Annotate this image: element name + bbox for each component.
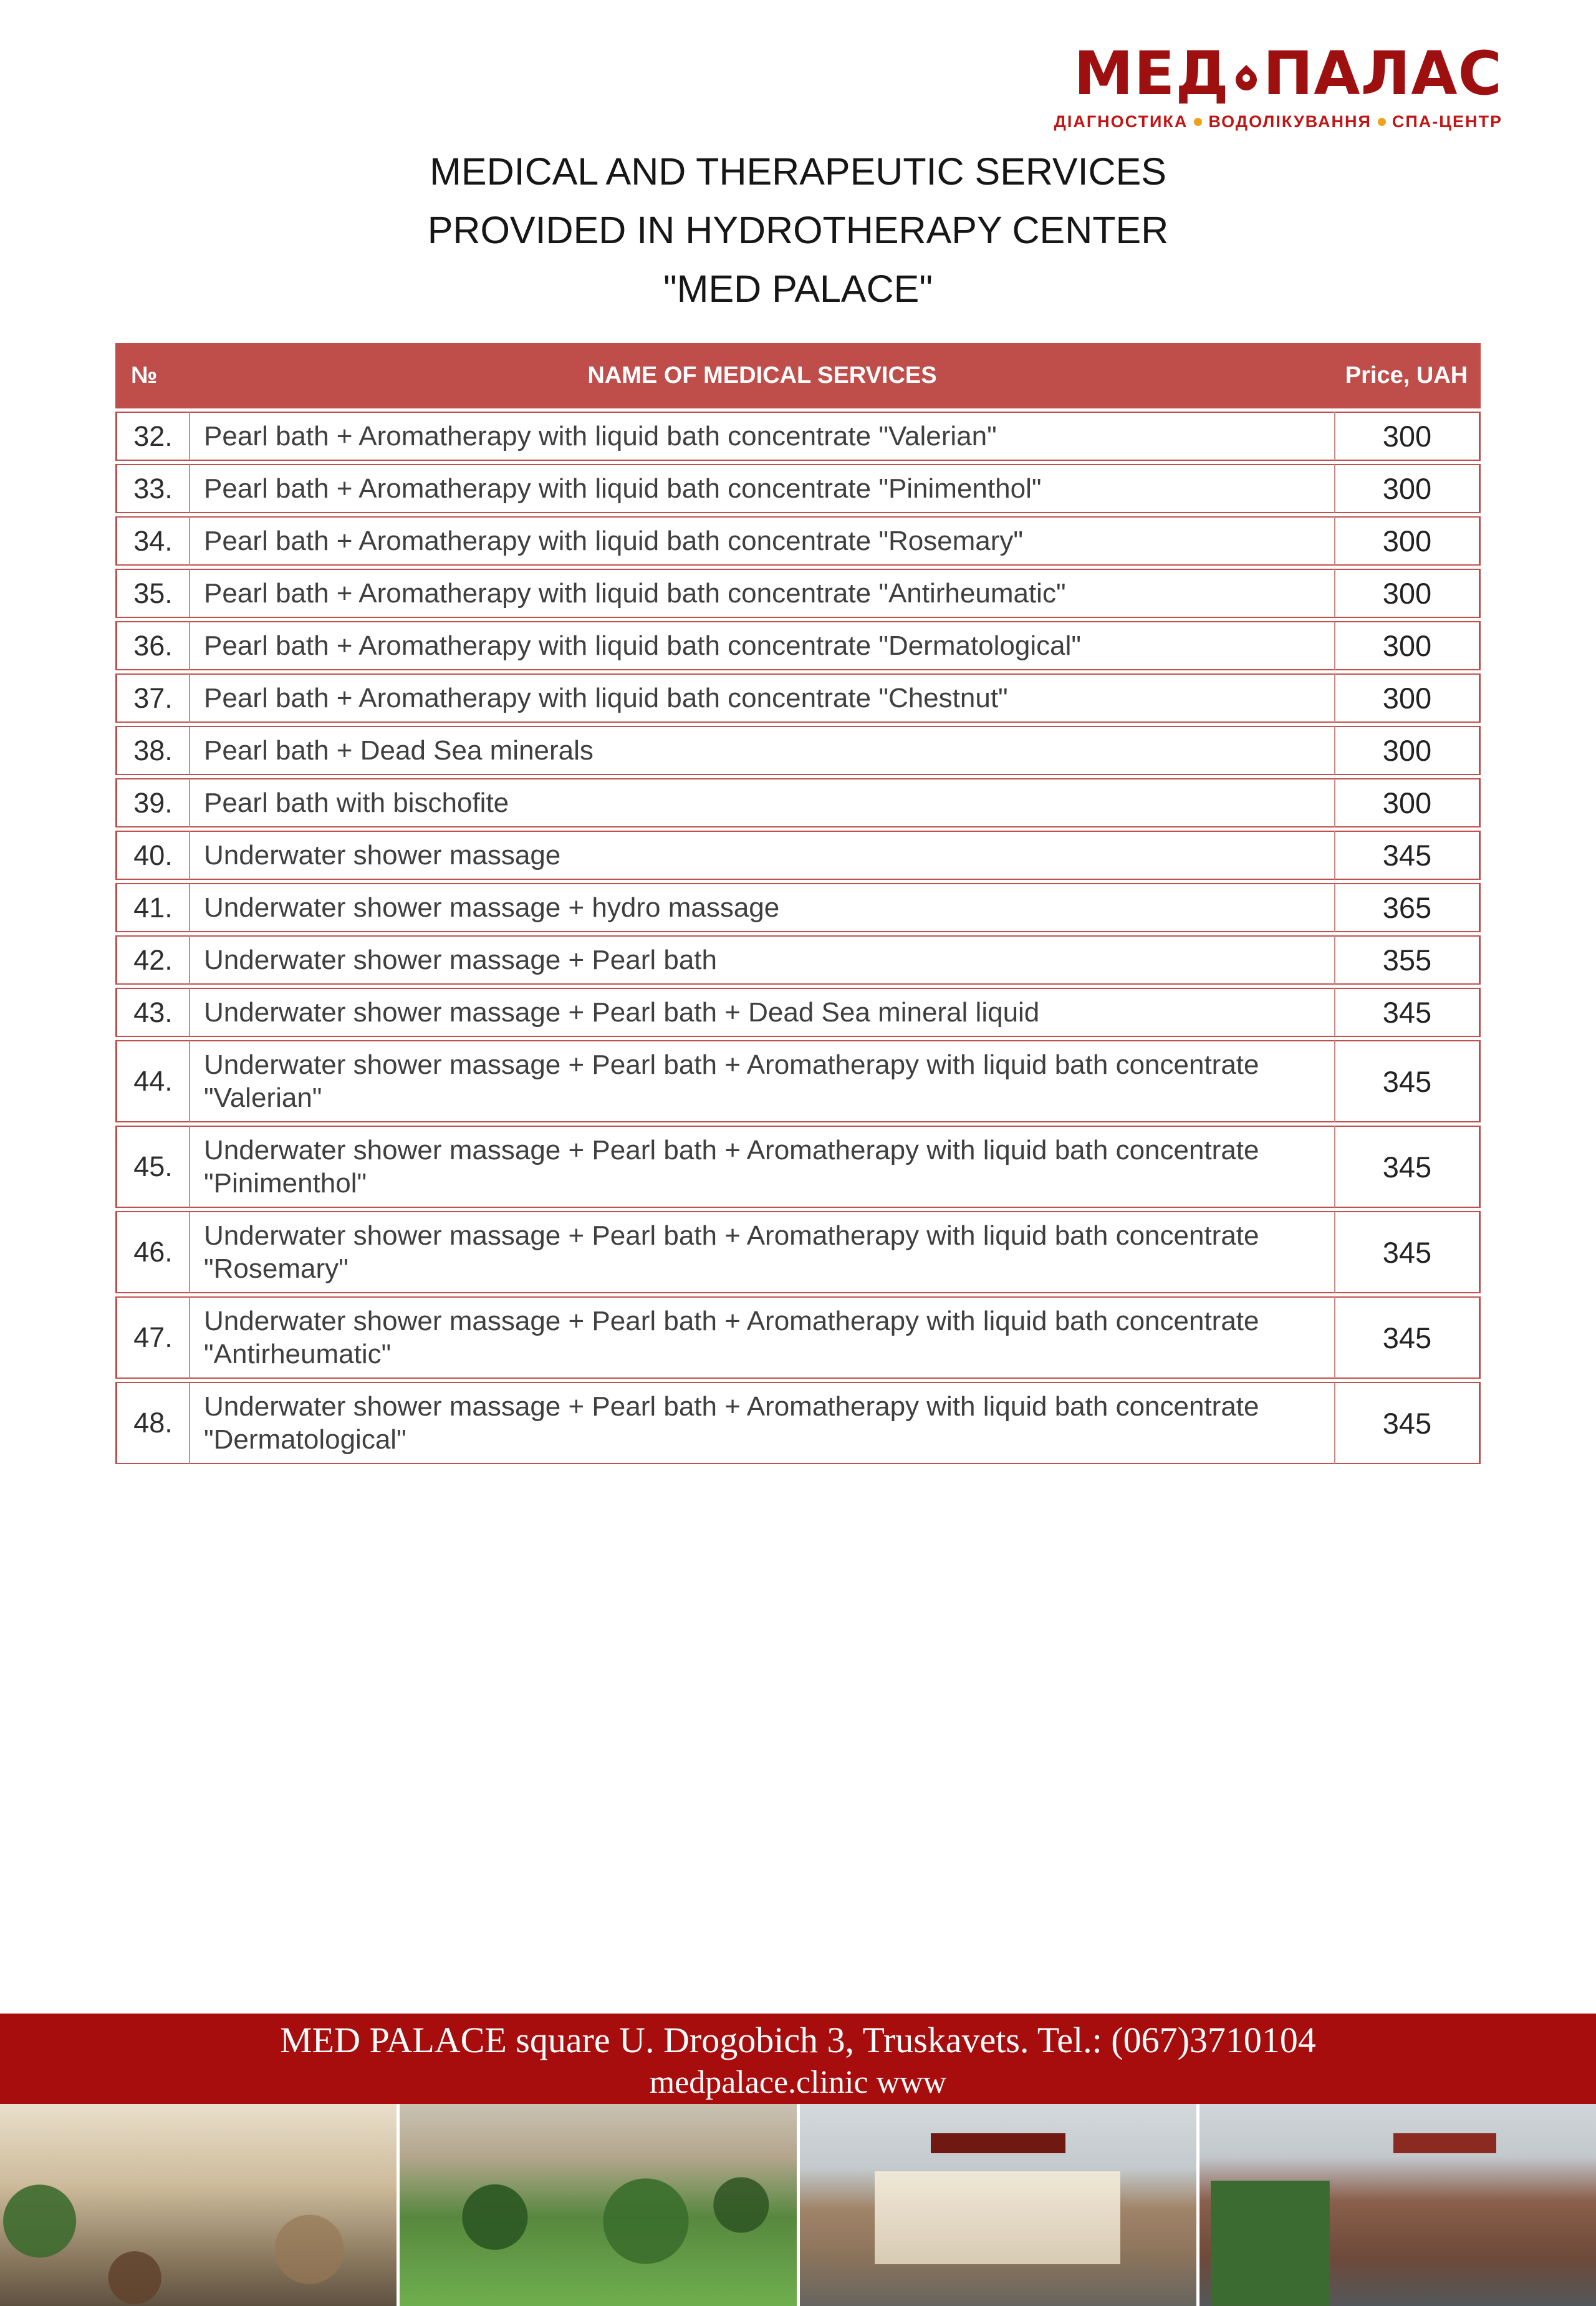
table-row (115, 621, 1481, 670)
table-row (115, 831, 1481, 880)
service-number: 37. (115, 673, 190, 723)
service-name: Pearl bath + Aromatherapy with liquid bath concentrate "Rosemary" (190, 516, 1334, 566)
service-name: Underwater shower massage + Pearl bath + Aromatherapy with liquid bath concentrate "Pinimenthol" (190, 1126, 1334, 1208)
service-price: 345 (1334, 1211, 1481, 1293)
service-name: Underwater shower massage + hydro massage (190, 883, 1334, 932)
footer-address: MED PALACE square U. Drogobich 3, Truskavets. Tel.: (067)3710104 (280, 2020, 1316, 2060)
services-table-header (115, 343, 1481, 408)
footer-band (0, 2014, 1596, 2104)
service-price: 300 (1334, 464, 1481, 513)
service-name: Pearl bath + Aromatherapy with liquid bath concentrate "Pinimenthol" (190, 464, 1334, 513)
tagline-hydrotherapy: ВОДОЛІКУВАННЯ (1208, 112, 1372, 131)
table-row (115, 1382, 1481, 1464)
table-row (115, 1040, 1481, 1122)
table-row (115, 464, 1481, 513)
table-row (115, 516, 1481, 566)
service-price: 300 (1334, 726, 1481, 775)
service-number: 46. (115, 1211, 190, 1293)
service-name: Underwater shower massage + Pearl bath + Aromatherapy with liquid bath concentrate "Rosemary" (190, 1211, 1334, 1293)
service-name: Pearl bath + Aromatherapy with liquid bath concentrate "Chestnut" (190, 673, 1334, 723)
service-number: 33. (115, 464, 190, 513)
water-drop-icon (1231, 65, 1261, 95)
service-name: Pearl bath + Aromatherapy with liquid bath concentrate "Antirheumatic" (190, 569, 1334, 618)
service-price: 300 (1334, 621, 1481, 670)
service-name: Pearl bath + Aromatherapy with liquid bath concentrate "Dermatological" (190, 621, 1334, 670)
page-title-line-1: MEDICAL AND THERAPEUTIC SERVICES (430, 150, 1166, 193)
service-price: 365 (1334, 883, 1481, 932)
page-title-line-3: "MED PALACE" (663, 268, 933, 310)
service-price: 345 (1334, 831, 1481, 880)
service-name: Underwater shower massage + Pearl bath + Aromatherapy with liquid bath concentrate "Dermatological" (190, 1382, 1334, 1464)
table-row (115, 988, 1481, 1037)
dot-separator-icon (1194, 118, 1202, 126)
photo-lobby-interior (0, 2104, 397, 2306)
service-price: 345 (1334, 1296, 1481, 1379)
table-row (115, 569, 1481, 618)
service-name: Underwater shower massage + Pearl bath (190, 935, 1334, 985)
photo-strip (0, 2104, 1596, 2306)
service-price: 300 (1334, 412, 1481, 461)
service-number: 41. (115, 883, 190, 932)
service-number: 45. (115, 1126, 190, 1208)
table-row (115, 1296, 1481, 1379)
header-number: № (115, 343, 190, 408)
service-number: 47. (115, 1296, 190, 1379)
service-price: 300 (1334, 516, 1481, 566)
tagline-spa: СПА-ЦЕНТР (1392, 112, 1502, 131)
service-number: 34. (115, 516, 190, 566)
photo-building-entrance (800, 2104, 1196, 2306)
service-number: 35. (115, 569, 190, 618)
table-row (115, 412, 1481, 461)
footer-website: medpalace.clinic www (649, 2065, 947, 2100)
service-name: Underwater shower massage (190, 831, 1334, 880)
table-row (115, 1211, 1481, 1293)
service-number: 40. (115, 831, 190, 880)
service-price: 345 (1334, 988, 1481, 1037)
logo (1054, 39, 1502, 132)
table-row (115, 935, 1481, 985)
service-price: 345 (1334, 1126, 1481, 1208)
service-number: 38. (115, 726, 190, 775)
dot-separator-icon (1378, 118, 1386, 126)
service-price: 345 (1334, 1382, 1481, 1464)
service-name: Underwater shower massage + Pearl bath + Aromatherapy with liquid bath concentrate "Antirheumatic" (190, 1296, 1334, 1379)
service-name: Pearl bath + Aromatherapy with liquid bath concentrate "Valerian" (190, 412, 1334, 461)
services-table-body (115, 412, 1481, 1464)
service-price: 300 (1334, 569, 1481, 618)
service-price: 300 (1334, 778, 1481, 827)
service-name: Underwater shower massage + Pearl bath + Dead Sea mineral liquid (190, 988, 1334, 1037)
logo-wordmark (1054, 39, 1502, 109)
service-number: 36. (115, 621, 190, 670)
service-price: 345 (1334, 1040, 1481, 1122)
tagline-diagnostics: ДІАГНОСТИКА (1054, 112, 1188, 131)
service-name: Pearl bath with bischofite (190, 778, 1334, 827)
service-number: 43. (115, 988, 190, 1037)
logo-tagline (1054, 112, 1502, 132)
photo-building-side-view (1199, 2104, 1596, 2306)
service-name: Pearl bath + Dead Sea minerals (190, 726, 1334, 775)
table-row (115, 1126, 1481, 1208)
service-number: 42. (115, 935, 190, 985)
table-row (115, 778, 1481, 827)
service-price: 300 (1334, 673, 1481, 723)
service-number: 39. (115, 778, 190, 827)
page-title-line-2: PROVIDED IN HYDROTHERAPY CENTER (427, 209, 1169, 251)
services-table (115, 340, 1481, 1467)
service-price: 355 (1334, 935, 1481, 985)
service-number: 48. (115, 1382, 190, 1464)
service-name: Underwater shower massage + Pearl bath + Aromatherapy with liquid bath concentrate "Valerian" (190, 1040, 1334, 1122)
service-number: 32. (115, 412, 190, 461)
photo-garden-courtyard (400, 2104, 796, 2306)
table-row (115, 726, 1481, 775)
header-service-name: NAME OF MEDICAL SERVICES (190, 343, 1334, 408)
logo-word-palace: ПАЛАС (1262, 39, 1502, 109)
table-row (115, 883, 1481, 932)
service-number: 44. (115, 1040, 190, 1122)
table-row (115, 673, 1481, 723)
page-title (0, 142, 1596, 318)
logo-word-med: МЕД (1074, 39, 1229, 109)
header-price: Price, UAH (1334, 343, 1481, 408)
